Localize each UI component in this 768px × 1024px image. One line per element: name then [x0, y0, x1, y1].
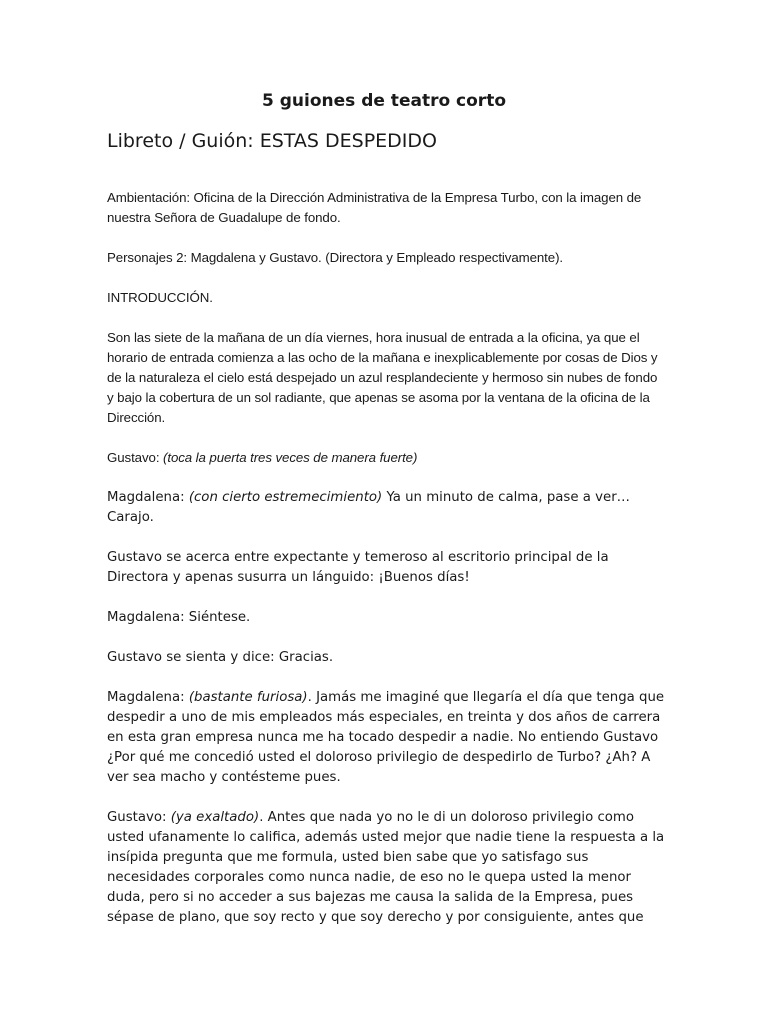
- stage-direction: (con cierto estremecimiento): [188, 490, 383, 505]
- stage-direction: (ya exaltado): [170, 810, 260, 825]
- speaker-name: Magdalena:: [107, 690, 189, 705]
- dialogue-gustavo-1: [107, 448, 667, 468]
- dialogue-line: [107, 688, 667, 708]
- dialogue-line: despedir a uno de mis empleados más especiales, en treinta y dos años de carrera: [107, 710, 661, 725]
- stage-direction: (toca la puerta tres veces de manera fuerte): [163, 450, 418, 465]
- dialogue-text: Ya un minuto de calma, pase a ver…: [382, 490, 630, 505]
- dialogue-magdalena-3: [107, 688, 667, 788]
- dialogue-line: en esta gran empresa nunca me ha tocado despedir a nadie. No entiendo Gustavo: [107, 730, 659, 745]
- dialogue-line: insípida pregunta que me formula, usted bien sabe que yo satisfago sus: [107, 850, 589, 865]
- dialogue-line: ¿Por qué me concedió usted el doloroso privilegio de despedirlo de Turbo? ¿Ah? A: [107, 750, 651, 765]
- dialogue-gustavo-2: [107, 808, 667, 928]
- document-title: 5 guiones de teatro corto: [262, 91, 506, 111]
- section-heading: INTRODUCCIÓN.: [107, 290, 213, 305]
- narration-2: [107, 648, 667, 668]
- speaker-name: Gustavo:: [107, 810, 171, 825]
- speaker-name: Magdalena:: [107, 490, 189, 505]
- paragraph-line: de la naturaleza el cielo está despejado un azul resplandeciente y hermoso sin nubes de fondo: [107, 370, 658, 385]
- paragraph-line: y bajo la cobertura de un sol radiante, que apenas se asoma por la ventana de la oficina de la: [107, 390, 650, 405]
- paragraph-line: horario de entrada comienza a las ocho de la mañana e inexplicablemente por cosas de Dios y: [107, 350, 658, 365]
- ambientacion-paragraph: [107, 188, 667, 228]
- dialogue-text: . Jamás me imaginé que llegaría el día que tenga que: [307, 690, 665, 705]
- speaker-name: Gustavo:: [107, 450, 164, 465]
- dialogue-line: [107, 488, 667, 508]
- dialogue-line: Magdalena: Siéntese.: [107, 610, 251, 625]
- dialogue-line: [107, 448, 667, 468]
- paragraph-line: Dirección.: [107, 410, 166, 425]
- dialogue-line: usted ufanamente lo califica, además usted mejor que nadie tiene la respuesta a la: [107, 830, 665, 845]
- introduccion-paragraph: [107, 328, 667, 428]
- personajes-paragraph: [107, 248, 667, 268]
- dialogue-text: . Antes que nada yo no le di un doloroso privilegio como: [259, 810, 635, 825]
- dialogue-line: [107, 808, 667, 828]
- dialogue-magdalena-2: [107, 608, 667, 628]
- dialogue-magdalena-1: [107, 488, 667, 528]
- script-title: Libreto / Guión: ESTAS DESPEDIDO: [107, 130, 437, 152]
- dialogue-line: sépase de plano, que soy recto y que soy derecho y por consiguiente, antes que: [107, 910, 644, 925]
- paragraph-line: Gustavo se acerca entre expectante y temeroso al escritorio principal de la: [107, 550, 609, 565]
- stage-direction: (bastante furiosa): [188, 690, 308, 705]
- dialogue-line: ver sea macho y contésteme pues.: [107, 770, 341, 785]
- paragraph-line: Son las siete de la mañana de un día viernes, hora inusual de entrada a la oficina, ya que el: [107, 330, 640, 345]
- dialogue-line: necesidades corporales como nunca nadie, de eso no le quepa usted la menor: [107, 870, 632, 885]
- dialogue-line: Carajo.: [107, 510, 154, 525]
- paragraph-line: Personajes 2: Magdalena y Gustavo. (Directora y Empleado respectivamente).: [107, 250, 563, 265]
- narration-1: [107, 548, 667, 588]
- dialogue-line: duda, pero si no acceder a sus bajezas me causa la salida de la Empresa, pues: [107, 890, 634, 905]
- paragraph-line: Ambientación: Oficina de la Dirección Administrativa de la Empresa Turbo, con la imagen de: [107, 190, 642, 205]
- paragraph-line: Gustavo se sienta y dice: Gracias.: [107, 650, 334, 665]
- introduccion-heading: [107, 288, 667, 308]
- paragraph-line: nuestra Señora de Guadalupe de fondo.: [107, 210, 341, 225]
- paragraph-line: Directora y apenas susurra un lánguido: ¡Buenos días!: [107, 570, 470, 585]
